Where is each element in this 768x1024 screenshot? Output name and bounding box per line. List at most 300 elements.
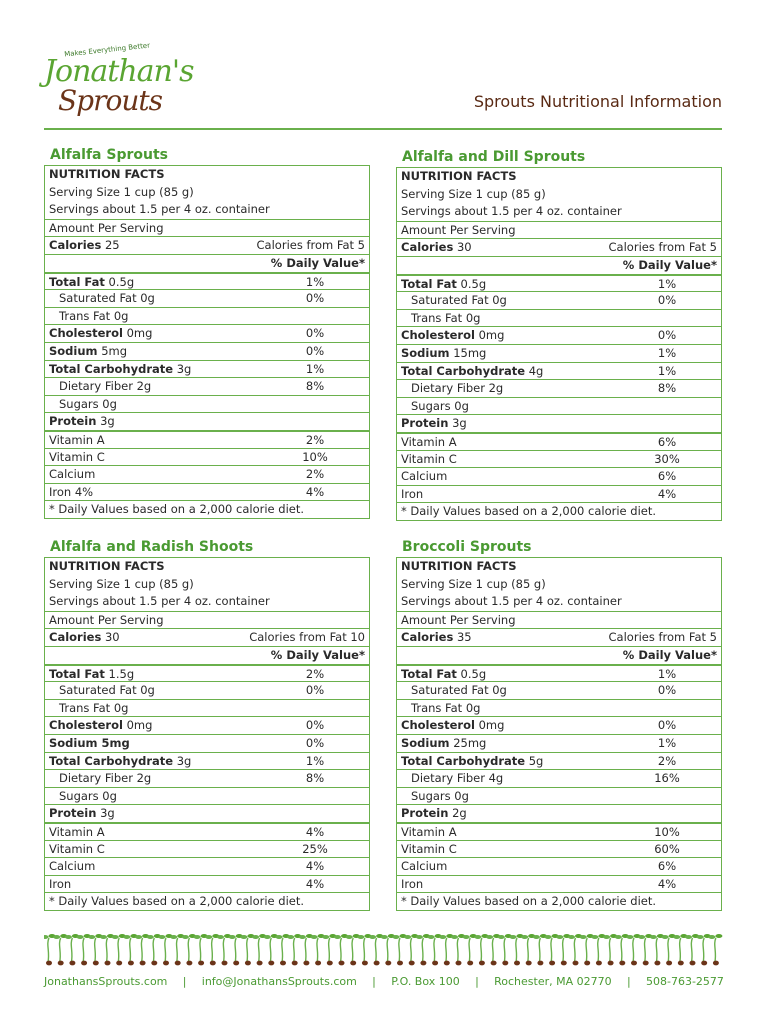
nutrient-cell xyxy=(49,788,283,805)
nutrient-daily-pct xyxy=(635,415,699,432)
nutrient-row xyxy=(397,274,721,292)
nutrient-row xyxy=(397,822,721,840)
sprout-icon xyxy=(229,934,243,965)
nutrient-daily-pct: 0% xyxy=(305,326,325,341)
nutrient-row xyxy=(45,465,369,483)
nutrient-row xyxy=(397,681,721,699)
sprout-icon xyxy=(439,934,453,965)
nutrient-row xyxy=(45,483,369,501)
footnote-row xyxy=(45,500,369,518)
sprouts-border-decoration xyxy=(44,928,724,968)
logo-word-sprouts: Sprouts xyxy=(58,84,163,117)
nutrient-daily-pct: 0% xyxy=(305,735,325,750)
nutrient-row xyxy=(397,344,721,362)
nutrient-row xyxy=(45,342,369,360)
servings-per-container: Servings about 1.5 per 4 oz. container xyxy=(401,594,622,609)
nutrient-amount: 0.5g xyxy=(108,274,135,289)
nutrient-row xyxy=(45,664,369,682)
nutrient-daily-pct: 4% xyxy=(657,486,677,501)
nutrient-row xyxy=(397,432,721,450)
sprout-icon xyxy=(77,934,91,965)
calories-from-fat: Calories from Fat 10 xyxy=(249,630,365,645)
nutrient-cell xyxy=(49,449,283,466)
serving-size: Serving Size 1 cup (85 g) xyxy=(49,576,194,591)
nutrient-name: Cholesterol xyxy=(401,718,475,733)
nutrient-name: Total Carbohydrate xyxy=(49,753,174,768)
nutrient-name: Vitamin A xyxy=(401,824,457,839)
daily-values-footnote: * Daily Values based on a 2,000 calorie diet. xyxy=(49,894,305,909)
sprout-icon xyxy=(44,934,56,965)
sprout-icon xyxy=(159,934,173,965)
nutrient-daily-pct: 2% xyxy=(305,467,325,482)
nutrient-row xyxy=(397,467,721,485)
page-title: Sprouts Nutritional Information xyxy=(473,92,722,111)
nutrient-name: Calcium xyxy=(49,859,96,874)
nutrient-name: Vitamin C xyxy=(401,841,457,856)
calories-cell xyxy=(401,239,472,256)
nutrient-row xyxy=(397,875,721,893)
nutrient-daily-pct: 8% xyxy=(305,379,325,394)
nutrient-daily-pct: 6% xyxy=(657,469,677,484)
nutrient-name: Sodium 5mg xyxy=(49,735,130,750)
nutrient-name: Dietary Fiber 2g xyxy=(59,379,152,394)
nutrient-row xyxy=(45,716,369,734)
footnote-row xyxy=(397,892,721,910)
sprout-icon xyxy=(264,934,278,965)
nutrient-cell xyxy=(49,343,283,360)
nutrient-daily-pct xyxy=(635,805,699,822)
nutrient-cell xyxy=(401,380,635,397)
sprout-icon xyxy=(474,934,488,965)
nutrient-daily-pct xyxy=(283,413,347,430)
nutrient-cell xyxy=(401,276,635,292)
nutrient-name: Cholesterol xyxy=(401,328,475,343)
nutrient-cell xyxy=(49,361,283,378)
nutrient-daily-pct xyxy=(283,788,347,805)
sprout-icon xyxy=(404,934,418,965)
nutrient-amount: 3g xyxy=(176,753,192,768)
nutrient-name: Sugars 0g xyxy=(411,398,469,413)
calories-label: Calories xyxy=(401,240,454,255)
nutrient-name: Vitamin A xyxy=(49,432,105,447)
nutrient-row xyxy=(45,699,369,717)
nutrient-row xyxy=(397,326,721,344)
nutrient-daily-pct: 4% xyxy=(305,859,325,874)
nutrient-name: Vitamin A xyxy=(49,824,105,839)
sprout-icon xyxy=(147,934,161,965)
nutrient-daily-pct: 30% xyxy=(654,451,680,466)
sprout-icon xyxy=(53,934,67,965)
jonathans-sprouts-logo xyxy=(44,41,194,124)
nutrient-row xyxy=(397,769,721,787)
nutrient-name: Dietary Fiber 2g xyxy=(411,381,504,396)
nutrient-amount: 0mg xyxy=(126,718,153,733)
nutrient-cell xyxy=(401,310,635,327)
nutrient-name: Total Carbohydrate xyxy=(401,753,526,768)
nutrient-row xyxy=(397,379,721,397)
nutrient-daily-pct: 1% xyxy=(657,735,677,750)
nutrient-row xyxy=(45,289,369,307)
daily-value-heading: % Daily Value* xyxy=(270,647,365,662)
nutrient-row xyxy=(397,716,721,734)
nutrient-amount: 3g xyxy=(176,361,192,376)
footer-city: Rochester, MA 02770 xyxy=(494,975,612,988)
sprout-icon xyxy=(463,934,477,965)
nutrient-daily-pct: 6% xyxy=(657,434,677,449)
facts-header-row xyxy=(45,558,369,576)
facts-header-row xyxy=(45,166,369,184)
nutrient-name: Protein xyxy=(401,416,449,431)
nutrient-cell xyxy=(401,841,635,858)
sprout-icon xyxy=(276,934,290,965)
nutrient-cell xyxy=(49,753,283,770)
nutrient-row xyxy=(45,804,369,822)
sprout-icon xyxy=(346,934,360,965)
nutrient-amount: 5g xyxy=(528,753,544,768)
daily-value-row xyxy=(45,646,369,664)
nutrient-amount: 4g xyxy=(528,363,544,378)
nutrient-amount: 0mg xyxy=(478,328,505,343)
sprout-icon xyxy=(650,934,664,965)
nutrient-cell xyxy=(49,735,283,752)
sprout-icon xyxy=(369,934,383,965)
nutrient-row xyxy=(45,734,369,752)
nutrient-cell xyxy=(401,770,635,787)
footer-phone: 508-763-2577 xyxy=(646,975,724,988)
nutrient-daily-pct xyxy=(283,308,347,325)
nutrient-row xyxy=(397,664,721,682)
daily-value-heading: % Daily Value* xyxy=(270,255,365,270)
footer-website[interactable]: JonathansSprouts.com xyxy=(44,975,168,988)
calories-value: 35 xyxy=(456,630,472,645)
nutrient-name: Protein xyxy=(401,806,449,821)
sprout-icon xyxy=(299,934,313,965)
nutrient-row xyxy=(45,840,369,858)
nutrient-row xyxy=(45,324,369,342)
nutrient-cell xyxy=(49,700,283,717)
nutrient-cell xyxy=(401,805,635,822)
amount-per-serving-row xyxy=(45,219,369,237)
amount-per-serving-row xyxy=(397,221,721,239)
nutrient-cell xyxy=(49,396,283,413)
sprout-icon xyxy=(252,934,266,965)
nutrient-cell xyxy=(49,805,283,822)
nutrient-daily-pct: 2% xyxy=(657,753,677,768)
nutrient-row xyxy=(397,734,721,752)
nutrient-cell xyxy=(401,398,635,415)
sprout-icon xyxy=(311,934,325,965)
nutrient-cell xyxy=(49,841,283,858)
sprout-icon xyxy=(591,934,605,965)
nutrient-cell xyxy=(401,292,635,309)
nutrient-daily-pct: 25% xyxy=(302,841,328,856)
nutrient-row xyxy=(397,291,721,309)
nutrient-row xyxy=(397,857,721,875)
nutrient-daily-pct: 4% xyxy=(305,876,325,891)
nutrient-cell xyxy=(49,325,283,342)
nutrient-name: Iron xyxy=(401,486,424,501)
sprout-icon xyxy=(170,934,184,965)
footer-email[interactable]: info@JonathansSprouts.com xyxy=(201,975,357,988)
footer-separator: | xyxy=(626,975,631,988)
nutrient-name: Sugars 0g xyxy=(59,788,117,803)
sprout-icon xyxy=(123,934,137,965)
nutrition-facts-table xyxy=(44,165,370,519)
nutrient-daily-pct: 10% xyxy=(654,824,680,839)
nutrient-name: Vitamin C xyxy=(49,841,105,856)
nutrient-amount: 3g xyxy=(100,806,115,821)
nutrient-daily-pct: 1% xyxy=(657,666,677,681)
nutrient-cell xyxy=(401,700,635,717)
panel-title: Broccoli Sprouts xyxy=(402,539,532,555)
nutrient-amount: 25mg xyxy=(453,735,487,750)
footnote-row xyxy=(45,892,369,910)
daily-value-row xyxy=(45,254,369,272)
nutrient-cell xyxy=(401,824,635,840)
sprout-icon xyxy=(428,934,442,965)
sprout-icon xyxy=(638,934,652,965)
calories-value: 25 xyxy=(104,238,120,253)
page-header xyxy=(44,41,722,130)
calories-cell xyxy=(401,629,472,646)
amount-per-serving: Amount Per Serving xyxy=(49,612,164,627)
nutrient-cell xyxy=(401,468,635,485)
nutrient-daily-pct xyxy=(283,805,347,822)
calories-from-fat: Calories from Fat 5 xyxy=(608,240,717,255)
nutrient-row xyxy=(45,272,369,290)
daily-values-footnote: * Daily Values based on a 2,000 calorie diet. xyxy=(401,504,657,519)
nutrient-daily-pct: 0% xyxy=(305,683,325,698)
nutrition-facts-heading: NUTRITION FACTS xyxy=(49,167,165,181)
panel-title: Alfalfa and Dill Sprouts xyxy=(402,149,586,165)
nutrient-daily-pct: 6% xyxy=(657,859,677,874)
nutrient-cell xyxy=(49,466,283,483)
sprout-icon xyxy=(217,934,231,965)
nutrient-row xyxy=(45,875,369,893)
nutrient-name: Trans Fat 0g xyxy=(59,700,129,715)
nutrient-name: Total Carbohydrate xyxy=(49,361,174,376)
serving-size: Serving Size 1 cup (85 g) xyxy=(401,186,546,201)
nutrient-daily-pct: 0% xyxy=(657,718,677,733)
nutrient-name: Sodium xyxy=(401,345,450,360)
nutrient-daily-pct: 1% xyxy=(305,361,325,376)
nutrient-cell xyxy=(401,717,635,734)
nutrient-row xyxy=(397,804,721,822)
daily-value-heading: % Daily Value* xyxy=(622,647,717,662)
daily-value-row xyxy=(397,256,721,274)
nutrient-daily-pct: 0% xyxy=(305,291,325,306)
sprout-icon xyxy=(533,934,547,965)
nutrient-row xyxy=(397,752,721,770)
nutrient-amount: 5mg xyxy=(101,343,128,358)
nutrition-facts-table xyxy=(396,557,722,911)
nutrient-amount: 3g xyxy=(100,414,115,429)
nutrient-row xyxy=(397,450,721,468)
nutrient-row xyxy=(45,377,369,395)
sprout-icon xyxy=(393,934,407,965)
nutrient-name: Trans Fat 0g xyxy=(59,308,129,323)
nutrient-row xyxy=(397,787,721,805)
sprout-icon xyxy=(697,934,711,965)
calories-label: Calories xyxy=(401,630,454,645)
servings-per-container: Servings about 1.5 per 4 oz. container xyxy=(49,594,270,609)
nutrient-cell xyxy=(49,876,283,893)
nutrient-daily-pct: 0% xyxy=(305,343,325,358)
sprout-icon xyxy=(545,934,559,965)
daily-values-footnote: * Daily Values based on a 2,000 calorie diet. xyxy=(49,502,305,517)
nutrient-name: Iron 4% xyxy=(49,484,94,499)
sprout-icon xyxy=(673,934,687,965)
logo-word-jonathans: Jonathan's xyxy=(44,54,194,89)
nutrient-daily-pct xyxy=(283,700,347,717)
servings-per-container: Servings about 1.5 per 4 oz. container xyxy=(401,204,622,219)
footer-contact xyxy=(44,975,724,988)
footnote-row xyxy=(397,502,721,520)
serving-size: Serving Size 1 cup (85 g) xyxy=(49,184,194,199)
nutrient-daily-pct: 2% xyxy=(305,432,325,447)
nutrient-daily-pct: 16% xyxy=(654,771,680,786)
nutrient-daily-pct: 1% xyxy=(657,363,677,378)
nutrient-name: Trans Fat 0g xyxy=(411,700,481,715)
nutrient-name: Sodium xyxy=(49,343,98,358)
nutrient-cell xyxy=(401,682,635,699)
nutrient-daily-pct: 1% xyxy=(305,753,325,768)
nutrient-cell xyxy=(401,486,635,503)
nutrient-cell xyxy=(401,735,635,752)
nutrient-cell xyxy=(49,717,283,734)
nutrient-name: Vitamin C xyxy=(49,449,105,464)
nutrition-panel xyxy=(44,146,370,519)
nutrient-name: Saturated Fat 0g xyxy=(411,293,507,308)
nutrient-cell xyxy=(401,666,635,682)
nutrient-daily-pct: 4% xyxy=(305,484,325,499)
nutrient-daily-pct: 60% xyxy=(654,841,680,856)
sprout-icon xyxy=(357,934,371,965)
nutrient-daily-pct xyxy=(283,396,347,413)
nutrient-daily-pct: 1% xyxy=(305,274,325,289)
nutrient-daily-pct: 4% xyxy=(657,876,677,891)
nutrient-cell xyxy=(401,858,635,875)
nutrient-name: Saturated Fat 0g xyxy=(411,683,507,698)
nutrient-row xyxy=(397,309,721,327)
nutrient-cell xyxy=(401,788,635,805)
nutrient-cell xyxy=(49,666,283,682)
sprout-icon xyxy=(568,934,582,965)
nutrient-amount: 0.5g xyxy=(460,666,487,681)
nutrient-row xyxy=(45,395,369,413)
nutrient-amount: 15mg xyxy=(453,345,487,360)
nutrient-daily-pct xyxy=(635,310,699,327)
nutrient-cell xyxy=(401,753,635,770)
nutrient-row xyxy=(397,485,721,503)
calories-from-fat: Calories from Fat 5 xyxy=(608,630,717,645)
sprout-icon xyxy=(112,934,126,965)
daily-values-footnote: * Daily Values based on a 2,000 calorie diet. xyxy=(401,894,657,909)
serving-size-row xyxy=(397,186,721,204)
nutrient-daily-pct: 8% xyxy=(305,771,325,786)
servings-row xyxy=(397,593,721,611)
servings-row xyxy=(397,203,721,221)
calories-cell xyxy=(49,629,120,646)
nutrient-daily-pct: 1% xyxy=(657,276,677,291)
nutrient-cell xyxy=(401,876,635,893)
sprout-icon xyxy=(194,934,208,965)
calories-row xyxy=(397,628,721,646)
sprout-icon xyxy=(615,934,629,965)
nutrient-name: Dietary Fiber 4g xyxy=(411,771,504,786)
nutrient-amount: 0mg xyxy=(478,718,505,733)
footer-separator: | xyxy=(182,975,187,988)
nutrient-cell xyxy=(49,413,283,430)
nutrient-cell xyxy=(401,434,635,450)
daily-value-heading: % Daily Value* xyxy=(622,257,717,272)
nutrient-name: Vitamin A xyxy=(401,434,457,449)
nutrient-daily-pct: 0% xyxy=(305,718,325,733)
nutrient-name: Vitamin C xyxy=(401,451,457,466)
nutrient-row xyxy=(45,448,369,466)
nutrient-name: Protein xyxy=(49,806,97,821)
nutrient-name: Saturated Fat 0g xyxy=(59,291,155,306)
nutrient-daily-pct: 0% xyxy=(657,328,677,343)
amount-per-serving: Amount Per Serving xyxy=(49,220,164,235)
calories-row xyxy=(397,238,721,256)
servings-per-container: Servings about 1.5 per 4 oz. container xyxy=(49,202,270,217)
nutrient-name: Sugars 0g xyxy=(59,396,117,411)
calories-value: 30 xyxy=(104,630,120,645)
nutrient-name: Iron xyxy=(49,876,72,891)
sprout-icon xyxy=(322,934,336,965)
sprout-icon xyxy=(580,934,594,965)
nutrition-facts-heading: NUTRITION FACTS xyxy=(49,559,165,573)
sprout-icon xyxy=(287,934,301,965)
sprout-icon xyxy=(100,934,114,965)
sprout-icon xyxy=(381,934,395,965)
nutrient-name: Calcium xyxy=(401,469,448,484)
nutrition-panel xyxy=(396,538,722,911)
sprout-icon xyxy=(182,934,196,965)
serving-size-row xyxy=(45,576,369,594)
nutrient-cell xyxy=(49,682,283,699)
sprout-icon xyxy=(685,934,699,965)
nutrient-name: Total Fat xyxy=(49,274,105,289)
serving-size: Serving Size 1 cup (85 g) xyxy=(401,576,546,591)
nutrition-facts-table xyxy=(44,557,370,911)
sprout-icon xyxy=(65,934,79,965)
panel-title: Alfalfa and Radish Shoots xyxy=(50,539,254,555)
sprout-icon xyxy=(603,934,617,965)
daily-value-row xyxy=(397,646,721,664)
nutrition-panel xyxy=(396,148,722,521)
nutrient-name: Calcium xyxy=(401,859,448,874)
servings-row xyxy=(45,593,369,611)
nutrient-row xyxy=(397,840,721,858)
nutrient-cell xyxy=(401,415,635,432)
nutrient-amount: 3g xyxy=(452,416,467,431)
sprout-icon xyxy=(451,934,465,965)
nutrient-amount: 1.5g xyxy=(108,666,135,681)
nutrient-daily-pct xyxy=(635,788,699,805)
nutrient-name: Sugars 0g xyxy=(411,788,469,803)
nutrient-name: Trans Fat 0g xyxy=(411,310,481,325)
nutrient-daily-pct: 4% xyxy=(305,824,325,839)
nutrient-daily-pct: 10% xyxy=(302,449,328,464)
calories-label: Calories xyxy=(49,238,102,253)
nutrient-cell xyxy=(401,327,635,344)
amount-per-serving-row xyxy=(397,611,721,629)
nutrient-name: Iron xyxy=(401,876,424,891)
nutrient-name: Sodium xyxy=(401,735,450,750)
nutrient-name: Cholesterol xyxy=(49,326,123,341)
